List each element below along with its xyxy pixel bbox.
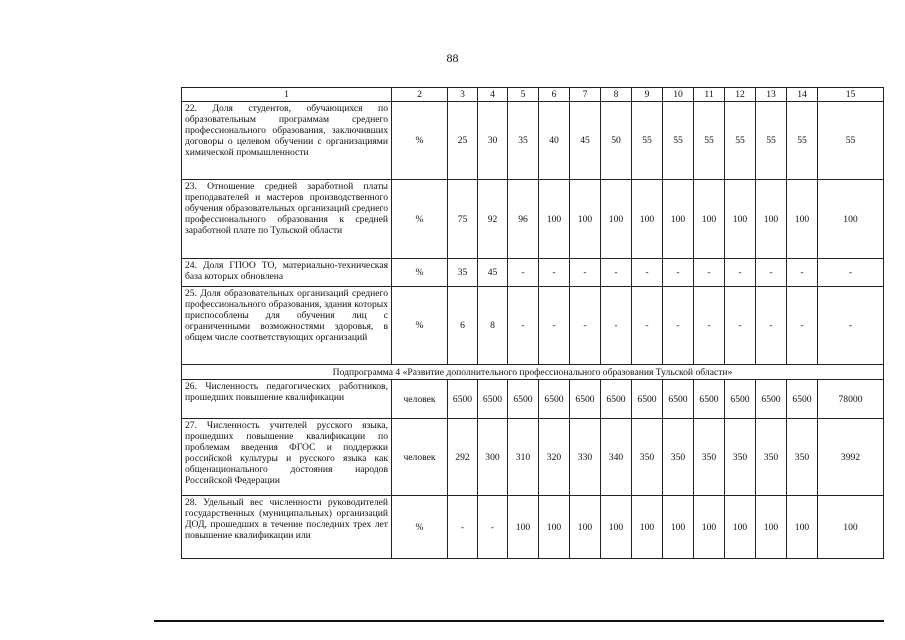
year-value-cell: 55 bbox=[632, 102, 663, 180]
indicator-name: 23. Отношение средней заработной платы преподавателей и мастеров производственного обучения образовательных организаций среднего профессионального образования к средней заработной плате по Тульской области bbox=[182, 180, 392, 259]
year-value-cell: - bbox=[570, 287, 601, 365]
year-value-cell: 100 bbox=[539, 180, 570, 259]
year-value-cell: - bbox=[694, 287, 725, 365]
year-value-cell: 100 bbox=[694, 180, 725, 259]
year-value-cell: 35 bbox=[448, 259, 478, 287]
year-value-cell: 100 bbox=[663, 180, 694, 259]
year-value-cell: 6500 bbox=[756, 380, 787, 419]
year-value-cell: - bbox=[725, 287, 756, 365]
year-value-cell: 310 bbox=[508, 419, 539, 496]
unit-cell: % bbox=[392, 259, 448, 287]
column-number: 4 bbox=[478, 88, 508, 102]
year-value-cell: 350 bbox=[725, 419, 756, 496]
column-number: 8 bbox=[601, 88, 632, 102]
year-value-cell: 6500 bbox=[787, 380, 818, 419]
year-value-cell: - bbox=[756, 259, 787, 287]
column-number: 14 bbox=[787, 88, 818, 102]
year-value-cell: 55 bbox=[756, 102, 787, 180]
year-value-cell: 100 bbox=[663, 496, 694, 559]
year-value-cell: 75 bbox=[448, 180, 478, 259]
year-value-cell: 100 bbox=[756, 496, 787, 559]
year-value-cell: 6500 bbox=[694, 380, 725, 419]
column-number: 3 bbox=[448, 88, 478, 102]
unit-cell: % bbox=[392, 102, 448, 180]
year-value-cell: 45 bbox=[570, 102, 601, 180]
year-value-cell: 25 bbox=[448, 102, 478, 180]
column-number: 12 bbox=[725, 88, 756, 102]
year-value-cell: - bbox=[663, 259, 694, 287]
year-value-cell: 6500 bbox=[448, 380, 478, 419]
year-value-cell: - bbox=[570, 259, 601, 287]
column-number: 11 bbox=[694, 88, 725, 102]
year-value-cell: - bbox=[663, 287, 694, 365]
year-value-cell: 100 bbox=[632, 496, 663, 559]
year-value-cell: 40 bbox=[539, 102, 570, 180]
page-number: 88 bbox=[446, 51, 459, 65]
unit-cell: % bbox=[392, 287, 448, 365]
year-value-cell: - bbox=[539, 287, 570, 365]
year-value-cell: 300 bbox=[478, 419, 508, 496]
year-value-cell: 100 bbox=[601, 180, 632, 259]
subprogram-row bbox=[182, 365, 884, 380]
year-value-cell: - bbox=[632, 287, 663, 365]
year-value-cell: 100 bbox=[508, 496, 539, 559]
year-value-cell: 320 bbox=[539, 419, 570, 496]
year-value-cell: 100 bbox=[570, 180, 601, 259]
total-cell: 100 bbox=[818, 496, 884, 559]
indicator-row bbox=[182, 102, 884, 180]
column-number: 13 bbox=[756, 88, 787, 102]
subprogram-title: Подпрограмма 4 «Развитие дополнительного профессионального образования Тульской области» bbox=[182, 365, 884, 380]
total-cell: 55 bbox=[818, 102, 884, 180]
year-value-cell: 100 bbox=[632, 180, 663, 259]
year-value-cell: - bbox=[478, 496, 508, 559]
year-value-cell: 100 bbox=[787, 496, 818, 559]
year-value-cell: 50 bbox=[601, 102, 632, 180]
total-cell: 3992 bbox=[818, 419, 884, 496]
year-value-cell: - bbox=[539, 259, 570, 287]
total-cell: 78000 bbox=[818, 380, 884, 419]
column-number: 7 bbox=[570, 88, 601, 102]
column-number: 1 bbox=[182, 88, 392, 102]
year-value-cell: 6500 bbox=[601, 380, 632, 419]
indicator-row bbox=[182, 419, 884, 496]
year-value-cell: 6 bbox=[448, 287, 478, 365]
total-cell: 100 bbox=[818, 180, 884, 259]
year-value-cell: 6500 bbox=[478, 380, 508, 419]
year-value-cell: - bbox=[508, 287, 539, 365]
year-value-cell: 292 bbox=[448, 419, 478, 496]
year-value-cell: - bbox=[787, 259, 818, 287]
indicator-name: 26. Численность педагогических работников, прошедших повышение квалификации bbox=[182, 380, 392, 419]
indicator-row bbox=[182, 380, 884, 419]
indicator-name: 25. Доля образовательных организаций среднего профессионального образования, здания которых приспособлены для обучения лиц с ограниченными возможностями здоровья, в общем числе соответствующих организаций bbox=[182, 287, 392, 365]
year-value-cell: 96 bbox=[508, 180, 539, 259]
total-cell: - bbox=[818, 259, 884, 287]
year-value-cell: 6500 bbox=[632, 380, 663, 419]
year-value-cell: - bbox=[756, 287, 787, 365]
unit-cell: % bbox=[392, 180, 448, 259]
indicator-name: 24. Доля ГПОО ТО, материально-техническая база которых обновлена bbox=[182, 259, 392, 287]
year-value-cell: 100 bbox=[725, 180, 756, 259]
year-value-cell: 100 bbox=[601, 496, 632, 559]
year-value-cell: 350 bbox=[756, 419, 787, 496]
year-value-cell: 100 bbox=[787, 180, 818, 259]
year-value-cell: 350 bbox=[787, 419, 818, 496]
year-value-cell: - bbox=[601, 259, 632, 287]
year-value-cell: 55 bbox=[787, 102, 818, 180]
year-value-cell: 100 bbox=[725, 496, 756, 559]
year-value-cell: 100 bbox=[756, 180, 787, 259]
year-value-cell: - bbox=[787, 287, 818, 365]
indicator-row bbox=[182, 496, 884, 559]
year-value-cell: 55 bbox=[663, 102, 694, 180]
indicator-row bbox=[182, 180, 884, 259]
year-value-cell: 350 bbox=[694, 419, 725, 496]
year-value-cell: 350 bbox=[663, 419, 694, 496]
year-value-cell: 100 bbox=[539, 496, 570, 559]
unit-cell: человек bbox=[392, 380, 448, 419]
indicator-table bbox=[181, 87, 884, 559]
indicator-row bbox=[182, 287, 884, 365]
year-value-cell: - bbox=[601, 287, 632, 365]
year-value-cell: 30 bbox=[478, 102, 508, 180]
year-value-cell: 6500 bbox=[570, 380, 601, 419]
unit-cell: % bbox=[392, 496, 448, 559]
unit-cell: человек bbox=[392, 419, 448, 496]
year-value-cell: - bbox=[632, 259, 663, 287]
year-value-cell: 350 bbox=[632, 419, 663, 496]
year-value-cell: - bbox=[508, 259, 539, 287]
indicator-name: 28. Удельный вес численности руководителей государственных (муниципальных) организаций ДОД, прошедших в течение последних трех лет повышение квалификации или bbox=[182, 496, 392, 559]
year-value-cell: - bbox=[448, 496, 478, 559]
year-value-cell: 8 bbox=[478, 287, 508, 365]
year-value-cell: 6500 bbox=[663, 380, 694, 419]
total-cell: - bbox=[818, 287, 884, 365]
year-value-cell: 45 bbox=[478, 259, 508, 287]
year-value-cell: 100 bbox=[570, 496, 601, 559]
year-value-cell: 100 bbox=[694, 496, 725, 559]
indicator-name: 27. Численность учителей русского языка, прошедших повышение квалификации по проблемам введения ФГОС и поддержки российской культуры и русского языка как общенационального достояния народов Российской Федерации bbox=[182, 419, 392, 496]
year-value-cell: 6500 bbox=[539, 380, 570, 419]
column-number: 15 bbox=[818, 88, 884, 102]
year-value-cell: 6500 bbox=[508, 380, 539, 419]
column-number: 6 bbox=[539, 88, 570, 102]
year-value-cell: 55 bbox=[694, 102, 725, 180]
indicator-name: 22. Доля студентов, обучающихся по образовательным программам среднего профессионального образования, заключивших договоры о целевом обучении с организациями химической промышленности bbox=[182, 102, 392, 180]
year-value-cell: 55 bbox=[725, 102, 756, 180]
bottom-rule bbox=[154, 620, 884, 622]
year-value-cell: 330 bbox=[570, 419, 601, 496]
year-value-cell: 6500 bbox=[725, 380, 756, 419]
year-value-cell: 35 bbox=[508, 102, 539, 180]
column-number: 2 bbox=[392, 88, 448, 102]
year-value-cell: 340 bbox=[601, 419, 632, 496]
column-number: 9 bbox=[632, 88, 663, 102]
indicator-row bbox=[182, 259, 884, 287]
header-row bbox=[182, 88, 884, 102]
year-value-cell: - bbox=[694, 259, 725, 287]
year-value-cell: 92 bbox=[478, 180, 508, 259]
column-number: 10 bbox=[663, 88, 694, 102]
column-number: 5 bbox=[508, 88, 539, 102]
year-value-cell: - bbox=[725, 259, 756, 287]
